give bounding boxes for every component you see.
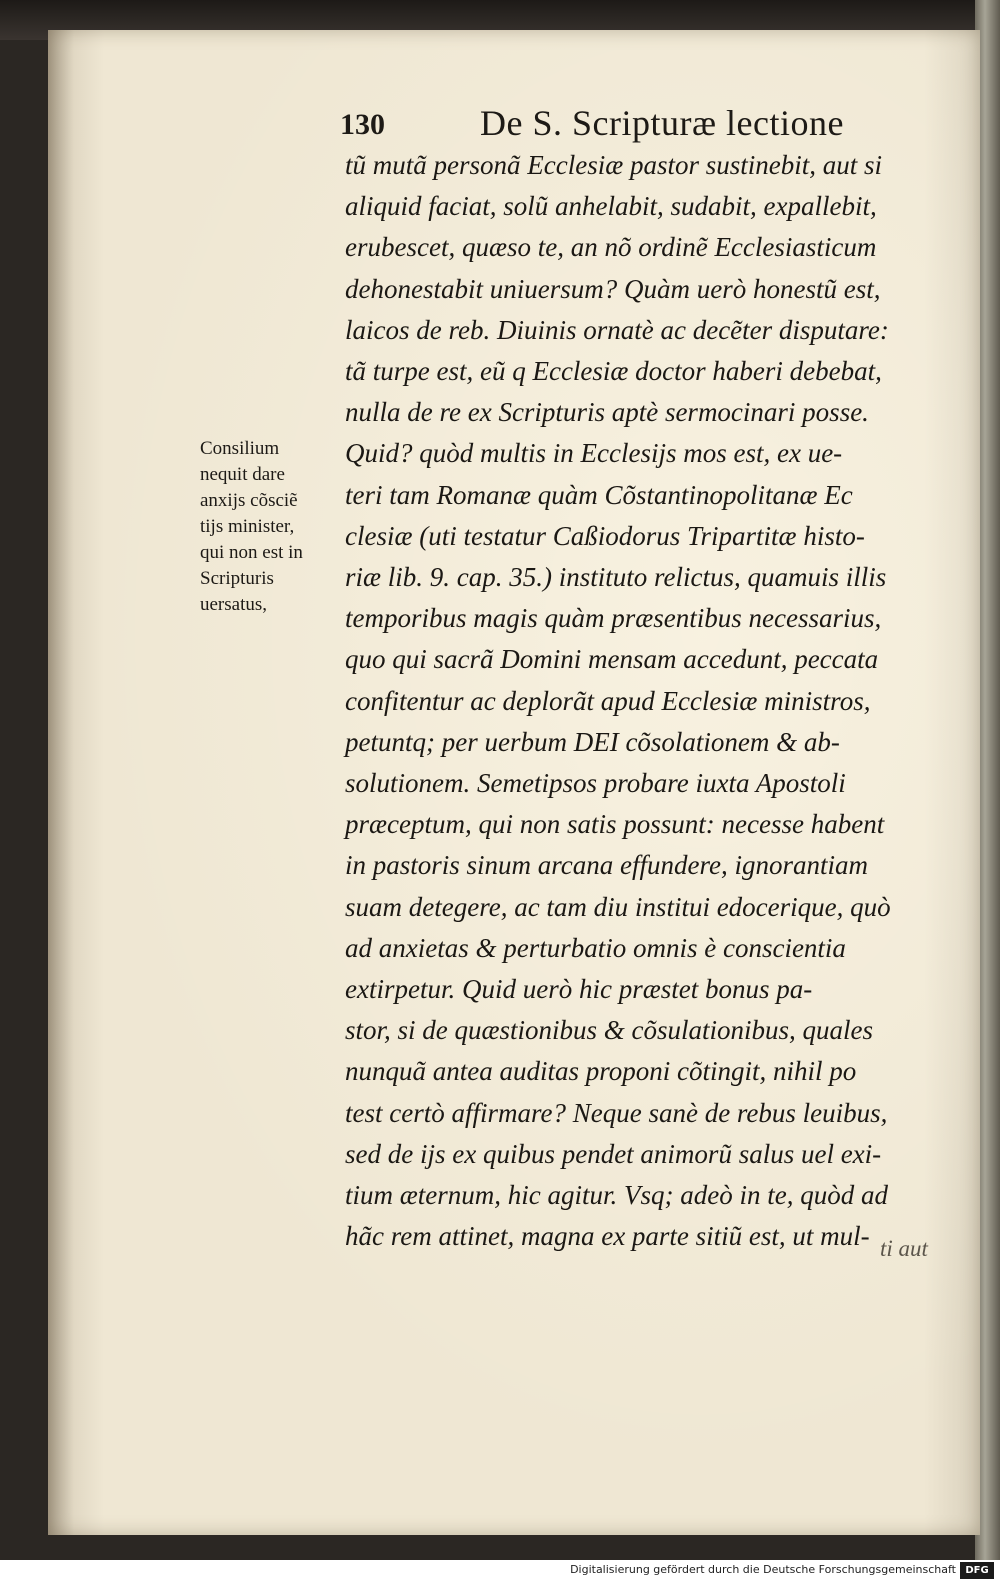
text-line: aliquid faciat, solũ anhelabit, sudabit, expallebit, [345, 191, 877, 222]
dfg-logo-icon: DFG [960, 1562, 994, 1579]
text-line: tũ mutã personã Ecclesiæ pastor sustinebit, aut si [345, 150, 882, 180]
text-line: præceptum, qui non satis possunt: necesse habent [345, 809, 885, 840]
footer-credit: Digitalisierung gefördert durch die Deutsche Forschungsgemeinschaft [570, 1563, 956, 1576]
margin-note-line: uersatus, [200, 594, 268, 615]
text-line: sed de ijs ex quibus pendet animorũ salus uel exi- [345, 1138, 882, 1169]
margin-note-line: Consilium [200, 438, 280, 459]
page-gutter-shadow [48, 30, 74, 1535]
text-line: riæ lib. 9. cap. 35.) instituto relictus, quamuis illis [345, 562, 887, 593]
text-line: suam detegere, ac tam diu institui edocerique, quò [345, 891, 891, 922]
page-number: 130 [340, 108, 385, 141]
text-line: tã turpe est, eũ q Ecclesiæ doctor haberi debebat, [345, 356, 882, 387]
text-line: petuntq; per uerbum DEI cõsolationem & ab- [345, 726, 840, 757]
text-line: quo qui sacrã Domini mensam accedunt, peccata [345, 644, 879, 675]
text-line: nunquã antea auditas proponi cõtingit, nihil po [345, 1056, 857, 1087]
text-line: teri tam Romanæ quàm Cõstantinopolitanæ Ec [345, 479, 853, 510]
body-text [345, 145, 960, 1257]
text-line: tium æternum, hic agitur. Vsq; adeò in te, quòd ad [345, 1180, 888, 1211]
text-line: confitentur ac deplorãt apud Ecclesiæ ministros, [345, 685, 871, 716]
page-header [340, 100, 950, 146]
text-line: solutionem. Semetipsos probare iuxta Apostoli [345, 768, 846, 799]
margin-note-line: tijs minister, [200, 516, 295, 537]
text-line: clesiæ (uti testatur Caßiodorus Tripartitæ histo- [345, 520, 865, 551]
text-line: nulla de re ex Scripturis aptè sermocinari posse. [345, 397, 869, 428]
text-line: dehonestabit uniuersum? Quàm uerò honestũ est, [345, 273, 881, 304]
margin-note-line: anxijs cõsciẽ [200, 490, 298, 511]
margin-note [200, 436, 348, 618]
margin-note-line: Scripturis [200, 568, 274, 589]
text-line: laicos de reb. Diuinis ornatè ac decẽter disputare: [345, 314, 889, 345]
margin-note-line: qui non est in [200, 542, 303, 563]
text-line: test certò affirmare? Neque sanè de rebus leuibus, [345, 1097, 888, 1128]
text-line: erubescet, quæso te, an nõ ordinẽ Ecclesiasticum [345, 232, 877, 263]
text-line: ad anxietas & perturbatio omnis è conscientia [345, 932, 846, 963]
text-line: extirpetur. Quid uerò hic præstet bonus pa- [345, 974, 813, 1005]
text-line: in pastoris sinum arcana effundere, ignorantiam [345, 850, 868, 881]
text-line: temporibus magis quàm præsentibus necessarius, [345, 603, 882, 634]
margin-note-line: nequit dare [200, 464, 285, 485]
text-line: hãc rem attinet, magna ex parte sitiũ est, ut mul- [345, 1221, 870, 1252]
catchword: ti aut [880, 1236, 928, 1261]
text-line: stor, si de quæstionibus & cõsulationibus, quales [345, 1015, 874, 1046]
running-head: De S. Scripturæ lectione [480, 103, 844, 143]
text-line: Quid? quòd multis in Ecclesijs mos est, ex ue- [345, 438, 843, 469]
